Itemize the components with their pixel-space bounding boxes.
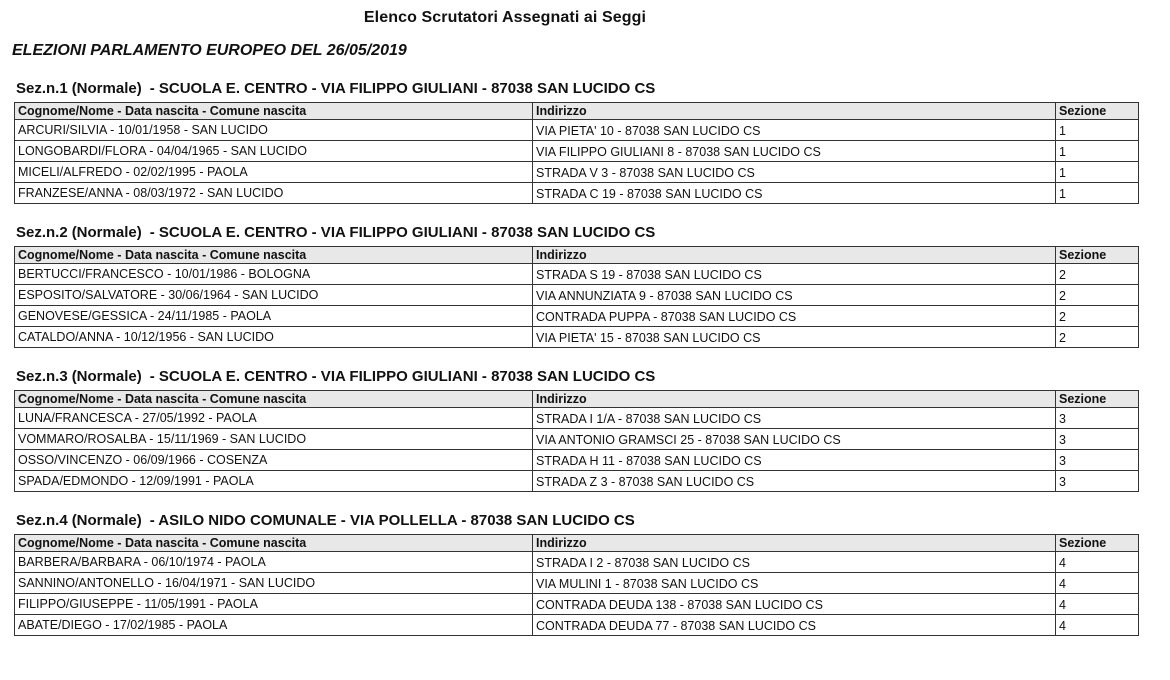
section-cell: 4 <box>1056 552 1139 573</box>
scrutatore-name-cell: VOMMARO/ROSALBA - 15/11/1969 - SAN LUCIDO <box>15 429 533 450</box>
scrutatore-name-cell: BARBERA/BARBARA - 06/10/1974 - PAOLA <box>15 552 533 573</box>
section-cell: 1 <box>1056 183 1139 204</box>
section-cell: 1 <box>1056 162 1139 183</box>
section-cell: 3 <box>1056 408 1139 429</box>
address-cell: VIA ANNUNZIATA 9 - 87038 SAN LUCIDO CS <box>533 285 1056 306</box>
column-header-name: Cognome/Nome - Data nascita - Comune nascita <box>15 535 533 552</box>
address-cell: STRADA V 3 - 87038 SAN LUCIDO CS <box>533 162 1056 183</box>
column-header-name: Cognome/Nome - Data nascita - Comune nascita <box>15 247 533 264</box>
address-cell: VIA ANTONIO GRAMSCI 25 - 87038 SAN LUCIDO CS <box>533 429 1056 450</box>
scrutatori-table <box>14 534 1139 636</box>
address-cell: STRADA H 11 - 87038 SAN LUCIDO CS <box>533 450 1056 471</box>
scrutatore-name-cell: CATALDO/ANNA - 10/12/1956 - SAN LUCIDO <box>15 327 533 348</box>
section-cell: 1 <box>1056 141 1139 162</box>
section-type: (Normale) <box>71 512 142 529</box>
section-cell: 4 <box>1056 594 1139 615</box>
address-cell: VIA MULINI 1 - 87038 SAN LUCIDO CS <box>533 573 1056 594</box>
table-row <box>15 429 1139 450</box>
section-type: (Normale) <box>71 368 142 385</box>
scrutatori-table <box>14 246 1139 348</box>
address-cell: STRADA Z 3 - 87038 SAN LUCIDO CS <box>533 471 1056 492</box>
table-header-row <box>15 103 1139 120</box>
table-row <box>15 183 1139 204</box>
section-type: (Normale) <box>71 224 142 241</box>
section-location: - SCUOLA E. CENTRO - VIA FILIPPO GIULIANI - 87038 SAN LUCIDO CS <box>149 368 656 385</box>
section-cell: 3 <box>1056 450 1139 471</box>
section-cell: 2 <box>1056 327 1139 348</box>
scrutatore-name-cell: LUNA/FRANCESCA - 27/05/1992 - PAOLA <box>15 408 533 429</box>
column-header-address: Indirizzo <box>533 103 1056 120</box>
document-title: Elenco Scrutatori Assegnati ai Seggi <box>363 9 647 26</box>
scrutatore-name-cell: ESPOSITO/SALVATORE - 30/06/1964 - SAN LUCIDO <box>15 285 533 306</box>
section-block-2 <box>14 222 1138 348</box>
section-cell: 3 <box>1056 429 1139 450</box>
table-row <box>15 594 1139 615</box>
address-cell: CONTRADA PUPPA - 87038 SAN LUCIDO CS <box>533 306 1056 327</box>
address-cell: STRADA S 19 - 87038 SAN LUCIDO CS <box>533 264 1056 285</box>
scrutatore-name-cell: FRANZESE/ANNA - 08/03/1972 - SAN LUCIDO <box>15 183 533 204</box>
section-cell: 2 <box>1056 306 1139 327</box>
section-header <box>14 78 1138 100</box>
section-block-1 <box>14 78 1138 204</box>
address-cell: STRADA I 1/A - 87038 SAN LUCIDO CS <box>533 408 1056 429</box>
table-header-row <box>15 247 1139 264</box>
address-cell: CONTRADA DEUDA 138 - 87038 SAN LUCIDO CS <box>533 594 1056 615</box>
section-type: (Normale) <box>71 80 142 97</box>
column-header-section: Sezione <box>1056 535 1139 552</box>
address-cell: STRADA I 2 - 87038 SAN LUCIDO CS <box>533 552 1056 573</box>
section-cell: 2 <box>1056 285 1139 306</box>
section-block-4 <box>14 510 1138 636</box>
column-header-address: Indirizzo <box>533 247 1056 264</box>
column-header-section: Sezione <box>1056 103 1139 120</box>
table-row <box>15 306 1139 327</box>
table-header-row <box>15 391 1139 408</box>
scrutatore-name-cell: BERTUCCI/FRANCESCO - 10/01/1986 - BOLOGNA <box>15 264 533 285</box>
column-header-address: Indirizzo <box>533 535 1056 552</box>
scrutatore-name-cell: GENOVESE/GESSICA - 24/11/1985 - PAOLA <box>15 306 533 327</box>
column-header-name: Cognome/Nome - Data nascita - Comune nascita <box>15 391 533 408</box>
scrutatore-name-cell: SPADA/EDMONDO - 12/09/1991 - PAOLA <box>15 471 533 492</box>
scrutatore-name-cell: ARCURI/SILVIA - 10/01/1958 - SAN LUCIDO <box>15 120 533 141</box>
table-row <box>15 120 1139 141</box>
address-cell: VIA PIETA' 15 - 87038 SAN LUCIDO CS <box>533 327 1056 348</box>
scrutatore-name-cell: OSSO/VINCENZO - 06/09/1966 - COSENZA <box>15 450 533 471</box>
table-row <box>15 264 1139 285</box>
section-location: - SCUOLA E. CENTRO - VIA FILIPPO GIULIANI - 87038 SAN LUCIDO CS <box>149 80 656 97</box>
table-row <box>15 408 1139 429</box>
section-header <box>14 222 1138 244</box>
scrutatore-name-cell: LONGOBARDI/FLORA - 04/04/1965 - SAN LUCIDO <box>15 141 533 162</box>
column-header-address: Indirizzo <box>533 391 1056 408</box>
section-number: Sez.n.2 <box>16 224 68 241</box>
table-header-row <box>15 535 1139 552</box>
section-cell: 4 <box>1056 615 1139 636</box>
table-row <box>15 615 1139 636</box>
scrutatore-name-cell: SANNINO/ANTONELLO - 16/04/1971 - SAN LUCIDO <box>15 573 533 594</box>
column-header-section: Sezione <box>1056 247 1139 264</box>
scrutatore-name-cell: FILIPPO/GIUSEPPE - 11/05/1991 - PAOLA <box>15 594 533 615</box>
election-title: ELEZIONI PARLAMENTO EUROPEO DEL 26/05/2019 <box>12 42 407 59</box>
table-row <box>15 471 1139 492</box>
section-header <box>14 510 1138 532</box>
address-cell: STRADA C 19 - 87038 SAN LUCIDO CS <box>533 183 1056 204</box>
address-cell: VIA PIETA' 10 - 87038 SAN LUCIDO CS <box>533 120 1056 141</box>
table-row <box>15 552 1139 573</box>
section-block-3 <box>14 366 1138 492</box>
table-row <box>15 141 1139 162</box>
table-row <box>15 573 1139 594</box>
table-row <box>15 450 1139 471</box>
section-header <box>14 366 1138 388</box>
section-number: Sez.n.1 <box>16 80 68 97</box>
table-row <box>15 327 1139 348</box>
scrutatori-table <box>14 390 1139 492</box>
address-cell: VIA FILIPPO GIULIANI 8 - 87038 SAN LUCIDO CS <box>533 141 1056 162</box>
section-cell: 3 <box>1056 471 1139 492</box>
section-cell: 4 <box>1056 573 1139 594</box>
scrutatore-name-cell: MICELI/ALFREDO - 02/02/1995 - PAOLA <box>15 162 533 183</box>
section-cell: 2 <box>1056 264 1139 285</box>
column-header-section: Sezione <box>1056 391 1139 408</box>
section-number: Sez.n.3 <box>16 368 68 385</box>
column-header-name: Cognome/Nome - Data nascita - Comune nascita <box>15 103 533 120</box>
scrutatore-name-cell: ABATE/DIEGO - 17/02/1985 - PAOLA <box>15 615 533 636</box>
section-number: Sez.n.4 <box>16 512 68 529</box>
table-row <box>15 162 1139 183</box>
section-location: - ASILO NIDO COMUNALE - VIA POLLELLA - 87038 SAN LUCIDO CS <box>149 512 635 529</box>
scrutatori-table <box>14 102 1139 204</box>
section-location: - SCUOLA E. CENTRO - VIA FILIPPO GIULIANI - 87038 SAN LUCIDO CS <box>149 224 656 241</box>
address-cell: CONTRADA DEUDA 77 - 87038 SAN LUCIDO CS <box>533 615 1056 636</box>
section-cell: 1 <box>1056 120 1139 141</box>
table-row <box>15 285 1139 306</box>
